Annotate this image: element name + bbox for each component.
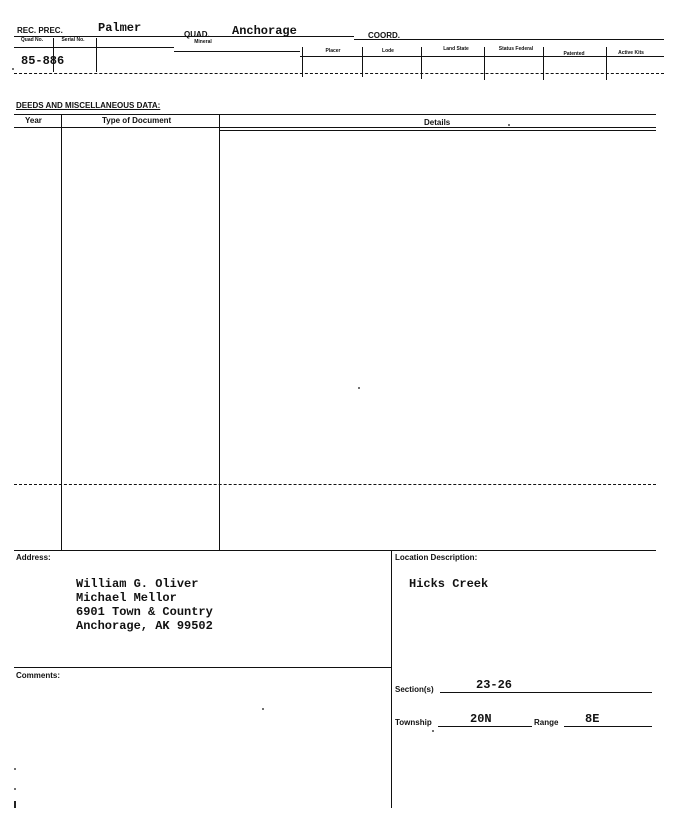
address-label: Address: <box>16 553 51 562</box>
location-description-value: Hicks Creek <box>409 577 489 591</box>
address-line-4: Anchorage, AK 99502 <box>76 619 213 633</box>
address-line-3: 6901 Town & Country <box>76 605 213 619</box>
col-type-of-document: Type of Document <box>102 116 172 125</box>
location-description-label: Location Description: <box>395 553 478 562</box>
deeds-title: DEEDS AND MISCELLANEOUS DATA: <box>16 101 161 110</box>
rec-prec-value: Palmer <box>98 21 142 35</box>
quad-no-value: 85-886 <box>21 54 65 68</box>
col-placer: Placer <box>325 48 341 54</box>
col-details: Details <box>424 118 451 127</box>
address-line-2: Michael Mellor <box>76 591 177 605</box>
coord-label: COORD. <box>368 31 400 40</box>
col-active-kits: Active Kits <box>618 50 644 56</box>
col-year: Year <box>25 116 42 125</box>
col-status-federal: Status Federal <box>498 46 534 52</box>
col-serial-no: Serial No. <box>61 37 85 43</box>
address-line-1: William G. Oliver <box>76 577 199 591</box>
col-patented: Patented <box>563 51 585 57</box>
col-mineral: Mineral <box>194 39 212 45</box>
col-quad-no: Quad No. <box>20 37 44 43</box>
section-label: Section(s) <box>395 685 434 694</box>
rec-prec-label: REC. PREC. <box>17 26 63 35</box>
township-label: Township <box>395 718 432 727</box>
section-value: 23-26 <box>476 678 513 692</box>
col-lode: Lode <box>382 48 394 54</box>
quad-value: Anchorage <box>232 24 297 38</box>
township-value: 20N <box>470 712 492 726</box>
range-label: Range <box>534 718 559 727</box>
range-value: 8E <box>585 712 600 726</box>
quad-label: QUAD. <box>184 30 210 39</box>
col-land-state: Land State <box>443 46 469 52</box>
comments-label: Comments: <box>16 671 61 680</box>
